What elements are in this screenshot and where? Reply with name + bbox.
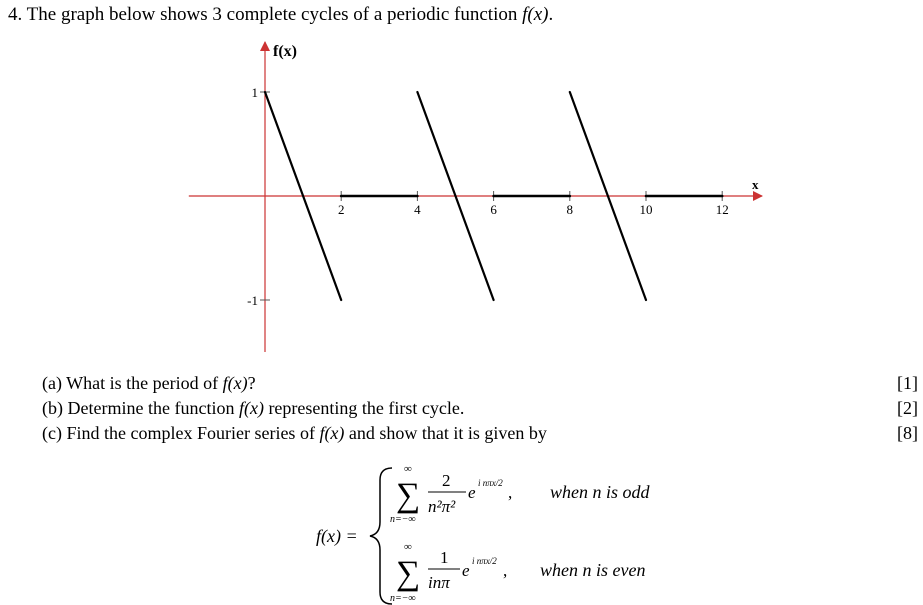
- case1-exp-base: e: [468, 483, 476, 502]
- case2-denominator: inπ: [428, 573, 450, 592]
- x-axis-label: x: [752, 177, 759, 192]
- part-c-text: Find the complex Fourier series of: [66, 423, 315, 443]
- y-axis-label: f(x): [273, 43, 297, 60]
- fourier-series-formula: [300, 460, 720, 605]
- part-a-marks: [1]: [897, 373, 918, 393]
- case2-sum-symbol: ∑: [396, 555, 421, 592]
- case2-comma: ,: [503, 561, 508, 580]
- part-a-tail: ?: [247, 373, 256, 393]
- y-tick-label: -1: [247, 293, 258, 308]
- part-b-label: (b): [42, 398, 63, 418]
- part-b-text: Determine the function: [67, 398, 235, 418]
- part-c-marks: [8]: [897, 423, 918, 443]
- case1-exponent: i nπx/2: [478, 478, 503, 488]
- case2-exponent: i nπx/2: [472, 556, 497, 566]
- part-c-label: (c): [42, 423, 62, 443]
- question-period: .: [548, 4, 554, 25]
- x-tick-label: 2: [337, 202, 345, 217]
- question-function: f(x): [522, 4, 549, 25]
- x-tick-label: 6: [490, 202, 497, 217]
- question-text: The graph below shows 3 complete cycles of a periodic function: [26, 4, 518, 25]
- part-a-label: (a): [42, 373, 62, 393]
- formula-lhs: f(x) =: [316, 526, 358, 546]
- part-a-function: f(x): [222, 373, 248, 393]
- part-c-tail: and show that it is given by: [348, 423, 547, 443]
- part-b-function: f(x): [238, 398, 264, 418]
- case2-numerator: 1: [440, 548, 449, 567]
- case1-numerator: 2: [442, 471, 451, 490]
- part-a-text: What is the period of: [66, 373, 219, 393]
- left-brace: [370, 468, 392, 604]
- x-tick-label: 4: [414, 202, 421, 217]
- case1-sum-symbol: ∑: [396, 477, 421, 514]
- part-b-marks: [2]: [897, 398, 918, 418]
- part-c: [42, 423, 547, 444]
- case2-condition: when n is even: [540, 560, 646, 580]
- part-b-tail: representing the first cycle.: [268, 398, 465, 418]
- case1-sum-lower: n=−∞: [390, 514, 416, 525]
- question-number: 4.: [8, 4, 23, 25]
- part-c-function: f(x): [319, 423, 345, 443]
- case1-comma: ,: [508, 483, 513, 502]
- case2-exp-base: e: [462, 561, 470, 580]
- x-tick-label: 10: [639, 202, 653, 217]
- y-tick-label: 1: [251, 85, 258, 100]
- case1-denominator: n²π²: [428, 497, 456, 516]
- x-tick-label: 8: [566, 202, 574, 217]
- case1-sum-upper: ∞: [404, 463, 412, 475]
- case2-sum-lower: n=−∞: [390, 593, 416, 604]
- case2-sum-upper: ∞: [404, 541, 412, 553]
- part-b: [42, 398, 464, 419]
- part-a: [42, 373, 256, 394]
- x-tick-label: 12: [715, 202, 729, 217]
- case1-condition: when n is odd: [550, 482, 650, 502]
